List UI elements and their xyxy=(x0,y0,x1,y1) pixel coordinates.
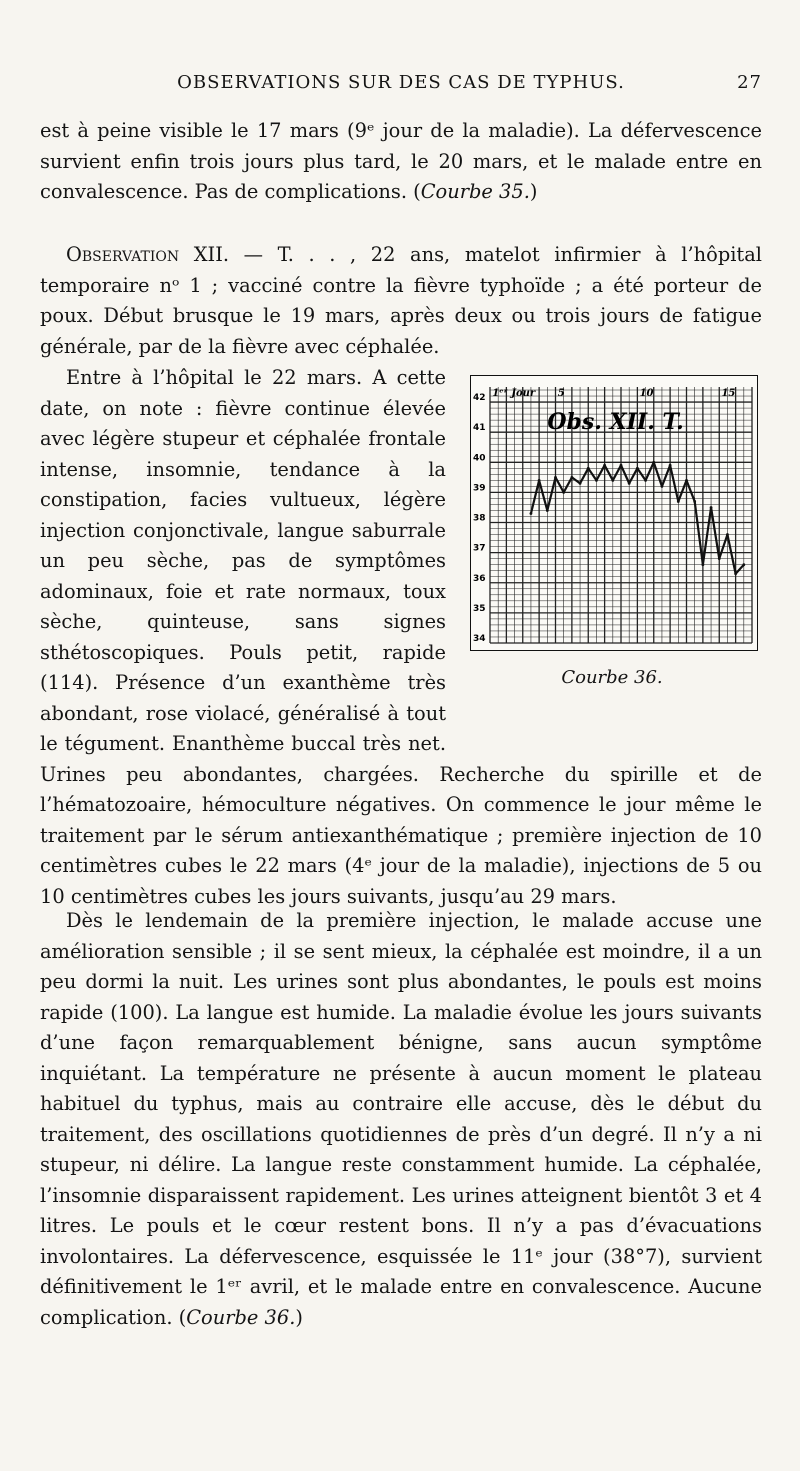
temperature-point xyxy=(538,479,541,482)
y-tick-label: 38 xyxy=(473,513,486,524)
temperature-figure xyxy=(462,375,762,730)
temperature-point xyxy=(701,563,704,566)
day-label: 1ᵉʳ Jour xyxy=(492,388,536,399)
temperature-chart xyxy=(470,375,758,651)
temperature-point xyxy=(554,476,557,479)
paragraph-clinical-course xyxy=(40,363,762,912)
temperature-point xyxy=(579,482,582,485)
temperature-point xyxy=(734,572,737,575)
temperature-point xyxy=(620,464,623,467)
temperature-point xyxy=(669,464,672,467)
temperature-point xyxy=(611,479,614,482)
temperature-point xyxy=(530,512,533,515)
temperature-point xyxy=(710,506,713,509)
day-label: 5 xyxy=(557,388,565,399)
temperature-point xyxy=(587,467,590,470)
treatment-outcome-text: Dès le lendemain de la première injection, le malade accuse une amélioration sensible ; il se sent mieux, la céphalée est moindre, il a un peu dormi la nuit. Les urines sont plus abondantes, le pouls est moins rapide (100). La langue est humide. La maladie évolue les jours suivants d’une façon remarquablement bénigne, sans aucun symptôme inquiétant. La température ne présente à aucun moment le plateau habituel du typhus, mais au contraire elle accuse, dès le début du traitement, des oscillations quotidiennes de près d’un degré. Il n’y a ni stupeur, ni délire. La langue reste constamment humide. La céphalée, l’insomnie disparaissent rapidement. Les urines atteignent bientôt 3 et 4 litres. Le pouls et le cœur restent bons. Il n’y a pas d’évacuations involontaires. La défervescence, esquissée le 11ᵉ jour (38°7), survient définitivement le 1ᵉʳ avril, et le malade entre en convalescence. Aucune complication. ( xyxy=(40,909,762,1329)
temperature-point xyxy=(570,476,573,479)
temperature-point xyxy=(562,491,565,494)
temperature-point xyxy=(603,464,606,467)
clinical-course-text: Entre à l’hôpital le 22 mars. A cette date, on note : fièvre continue élevée avec légère stupeur et céphalée frontale intense, insomnie, tendance à la constipation, facies vultueux, légère injection conjonctivale, langue saburrale un peu sèche, pas de symptômes adominaux, foie et rate normaux, toux sèche, quinteuse, sans signes sthétoscopiques. Pouls petit, rapide (114). Présence d’un exanthème très abondant, rose violacé, généralisé à tout le tégument. Enanthème buccal très net. Urines peu abondantes, chargées. Recherche du spirille et de l’hématozoaire, hémoculture négatives. On commence le jour même le traitement par le sérum antiexanthématique ; première injection de 10 centimètres cubes le 22 mars (4ᵉ jour de la maladie), injections de 5 ou 10 centimètres cubes les jours suivants, jusqu’au 29 mars. xyxy=(40,366,762,908)
temperature-point xyxy=(636,467,639,470)
paragraph-observation-xii xyxy=(40,240,762,362)
observation-intro-text: — T. . . , 22 ans, matelot infirmier à l’hôpital temporaire nᵒ 1 ; vacciné contre la fièvre typhoïde ; a été porteur de poux. Début brusque le 19 mars, après deux ou trois jours de fatigue générale, par de la fièvre avec céphalée. xyxy=(40,243,762,358)
y-tick-label: 42 xyxy=(473,393,486,404)
temperature-point xyxy=(628,482,631,485)
temperature-point xyxy=(685,479,688,482)
page-number: 27 xyxy=(737,72,762,93)
day-label: 10 xyxy=(639,388,654,399)
day-label: 15 xyxy=(721,388,736,399)
temperature-point xyxy=(718,557,721,560)
observation-label: Observation XII. xyxy=(66,243,230,266)
running-title: OBSERVATIONS SUR DES CAS DE TYPHUS. xyxy=(177,72,625,93)
y-tick-label: 36 xyxy=(473,573,486,584)
temperature-point xyxy=(546,509,549,512)
paragraph-treatment-outcome xyxy=(40,906,762,1333)
paragraph-1-text: est à peine visible le 17 mars (9ᵉ jour de la maladie). La défervescence survient enfin trois jours plus tard, le 20 mars, et le malade entre en convalescence. Pas de complications. ( xyxy=(40,119,762,203)
y-tick-label: 39 xyxy=(473,483,486,494)
curve-35-reference: Courbe 35. xyxy=(420,180,530,203)
temperature-point xyxy=(726,533,729,536)
paragraph-1-close: ) xyxy=(529,180,538,203)
y-tick-label: 37 xyxy=(473,543,486,554)
temperature-point xyxy=(677,500,680,503)
paragraph-1 xyxy=(40,116,762,208)
temperature-point xyxy=(742,563,745,566)
chart-title: Obs. XII. T. xyxy=(547,409,684,436)
temperature-point xyxy=(595,479,598,482)
y-tick-label: 40 xyxy=(473,453,486,464)
temperature-point xyxy=(652,461,655,464)
temperature-point xyxy=(644,479,647,482)
temperature-point xyxy=(693,500,696,503)
y-tick-label: 41 xyxy=(473,423,486,434)
figure-caption: Courbe 36. xyxy=(561,667,663,688)
curve-36-reference: Courbe 36. xyxy=(186,1305,296,1329)
temperature-point xyxy=(661,485,664,488)
paragraph-4-close: ) xyxy=(295,1305,303,1329)
y-tick-label: 35 xyxy=(473,603,486,614)
y-tick-label: 34 xyxy=(473,634,486,644)
running-header xyxy=(40,72,762,102)
